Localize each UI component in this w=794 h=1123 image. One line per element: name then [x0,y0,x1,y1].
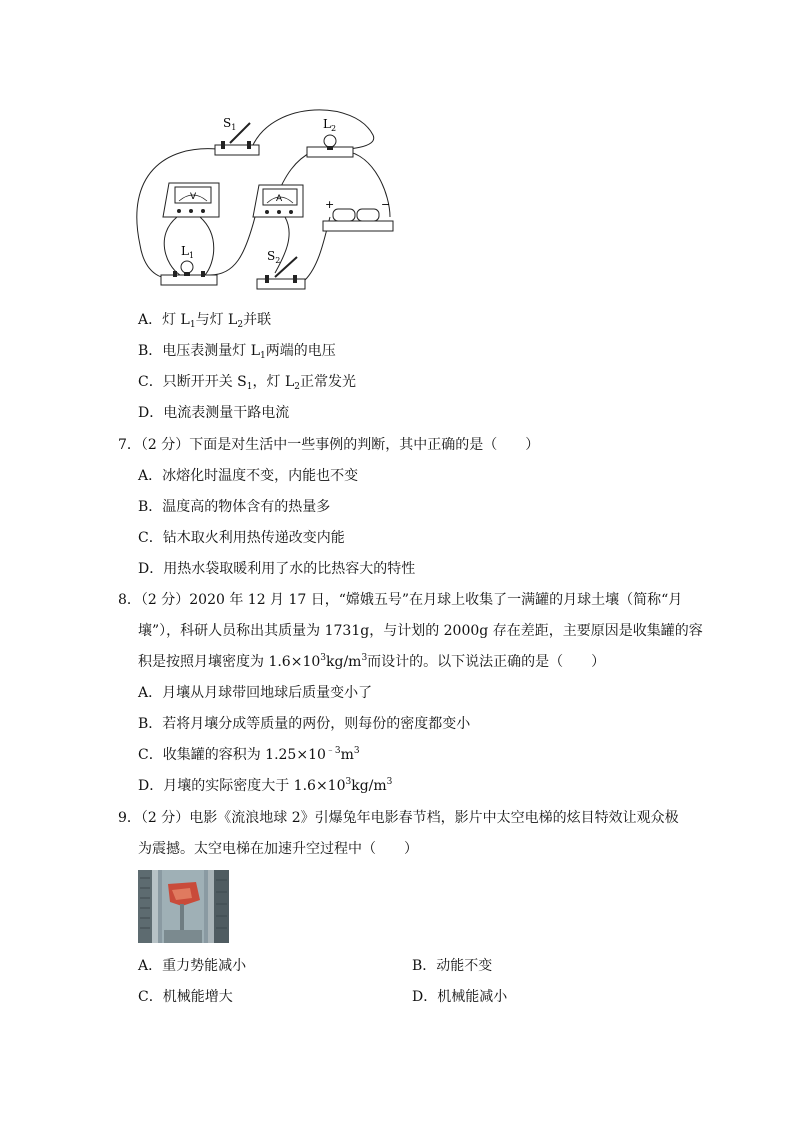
q9-option-c[interactable]: C．机械能增大 [138,989,233,1005]
q6-option-b[interactable]: B．电压表测量灯 $L_1$两端的电压 [138,343,336,361]
wire-l1-ammeter [210,217,255,275]
ammeter-symbol: A [276,194,283,204]
circuit-diagram [135,105,400,295]
s2-label: $S_2$ [267,249,281,265]
q8-option-d[interactable]: D．月壤的实际密度大于 $1.6\times 10^3kg/m^3$ [138,777,393,794]
s1-label: $S_1$ [223,116,237,132]
space-elevator-image [138,870,229,943]
wire-s1-to-l2 [253,110,374,151]
q7-option-d[interactable]: D．用热水袋取暖利用了水的比热容大的特性 [138,561,416,577]
q9-stem-line2: 为震撼。太空电梯在加速升空过程中（ ） [138,841,418,857]
q8-stem-line2: 壤”），科研人员称出其质量为 1731g，与计划的 2000g 存在差距，主要原因是收集罐的容 [138,623,703,639]
q8-option-a[interactable]: A．月壤从月球带回地球后质量变小了 [138,685,373,701]
q8-option-b[interactable]: B．若将月壤分成等质量的两份，则每份的密度都变小 [138,716,471,732]
q8-option-c[interactable]: C．收集罐的容积为 $1.25\times 10^{﹣3}m^3$ [138,746,360,763]
battery-minus: − [381,198,391,211]
ammeter [253,185,303,217]
q7-option-a[interactable]: A．冰熔化时温度不变，内能也不变 [138,468,359,484]
lamp-l2 [307,117,353,157]
battery-plus: + [325,198,335,211]
q6-option-d[interactable]: D．电流表测量干路电流 [138,405,290,421]
q9-stem-line1: 9．（2 分）电影《流浪地球 2》引爆兔年电影春节档，影片中太空电梯的炫目特效让观众极 [118,810,679,826]
l2-label: $L_2$ [323,117,337,133]
voltmeter-symbol: V [190,192,197,202]
lamp-l1 [161,244,217,285]
wire-voltmeter-l1 [164,217,180,275]
q7-stem: 7．（2 分）下面是对生活中一些事例的判断，其中正确的是（ ） [118,437,540,453]
q9-option-a[interactable]: A．重力势能减小 [138,958,247,974]
wire-voltmeter-l1b [200,217,214,275]
q7-option-c[interactable]: C．钻木取火利用热传递改变内能 [138,530,345,546]
q9-option-b[interactable]: B．动能不变 [412,958,493,974]
switch-s1[interactable] [215,116,259,155]
q6-option-a[interactable]: A．灯 $L_1$与灯 $L_2$并联 [138,312,272,330]
l1-label: $L_1$ [181,244,195,260]
q8-stem-line3: 积是按照月壤密度为 $1.6\times 10^3kg/m^3$而设计的。以下说法正确的是（ ） [138,653,606,670]
battery [323,198,393,231]
voltmeter [163,183,219,217]
q8-stem-line1: 8．（2 分）2020 年 12 月 17 日，“嫦娥五号”在月球上收集了一满罐的月球土壤（简称“月 [118,592,683,608]
switch-s2[interactable] [257,249,305,289]
q9-option-d[interactable]: D．机械能减小 [412,989,508,1005]
q7-option-b[interactable]: B．温度高的物体含有的热量多 [138,499,331,515]
q6-option-c[interactable]: C．只断开开关 $S_1$，灯 $L_2$正常发光 [138,374,356,392]
